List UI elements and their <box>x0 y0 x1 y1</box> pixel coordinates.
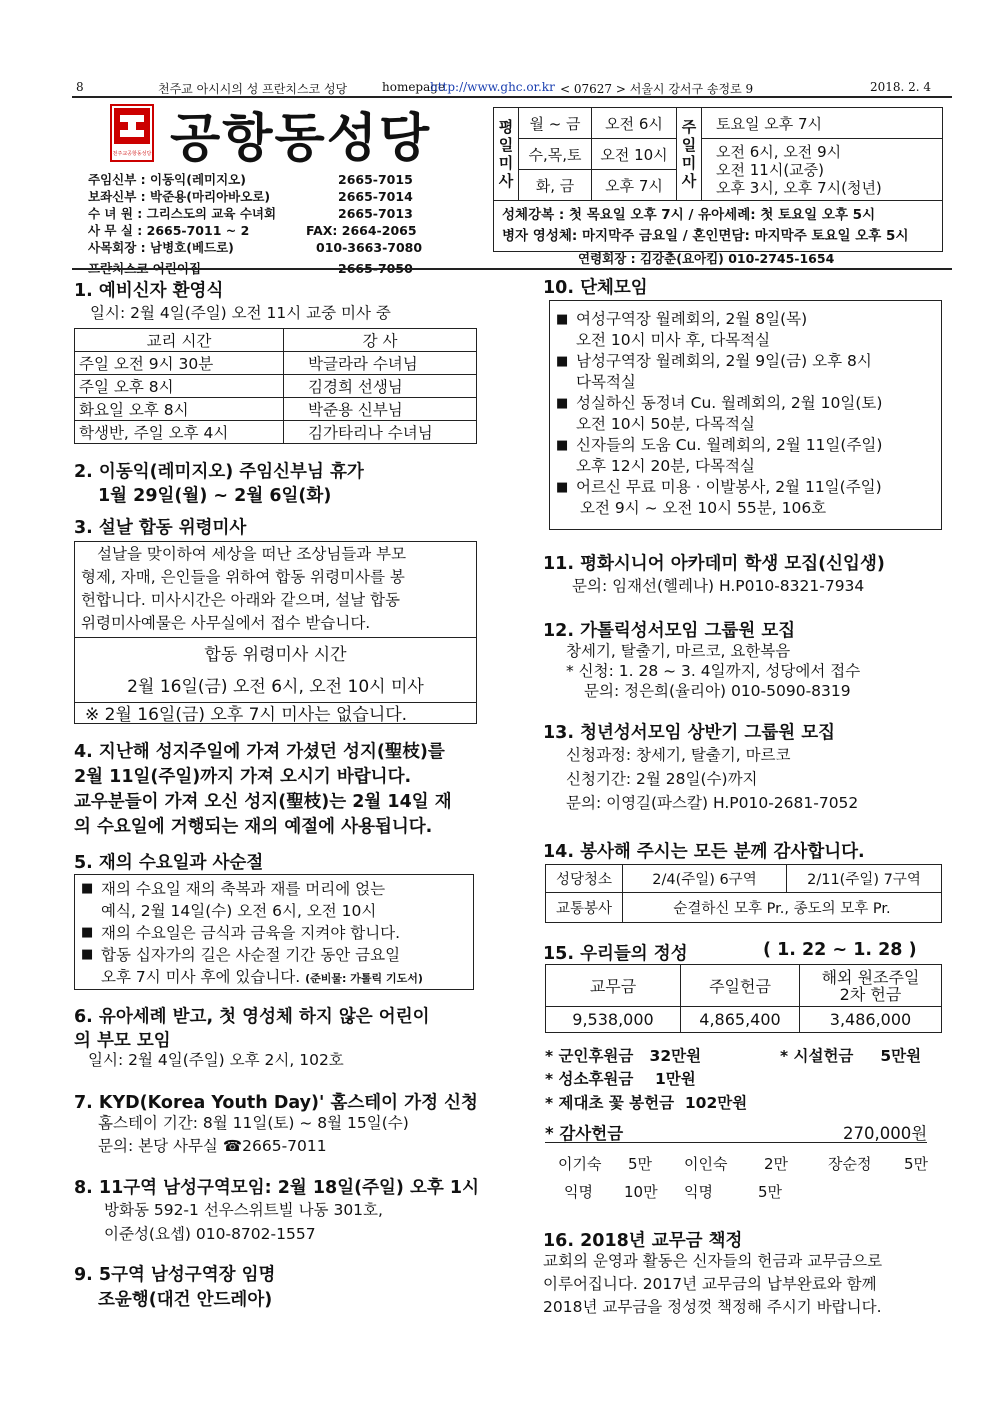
text-line: 교회의 운영과 활동은 신자들의 헌금과 교무금으로 <box>543 1252 883 1270</box>
list-item: ■ 재의 수요일은 금식과 금육을 지켜야 합니다. <box>81 922 467 944</box>
lent-box <box>74 874 474 990</box>
section-9-name: 조윤행(대건 안드레아) <box>98 1290 273 1310</box>
text-line: 2018년 교무금을 정성껏 책정해 주시기 바랍니다. <box>543 1298 882 1316</box>
thanks-offering-total: 270,000원 <box>843 1124 928 1143</box>
section-6-date: 일시: 2월 4일(주일) 오후 2시, 102호 <box>88 1051 344 1069</box>
offering-extra: * 군인후원금 32만원 <box>545 1047 702 1065</box>
memorial-mass-text <box>75 542 476 635</box>
page-number: 8 <box>76 80 84 94</box>
staff-value: 2665-7015 <box>338 172 413 187</box>
bible-books: 창세기, 탈출기, 마르코, 요한복음 <box>566 642 791 660</box>
list-item: ■ 재의 수요일 재의 축복과 재를 머리에 얹는 예식, 2월 14일(수) 오전 6시, 오전 10시 <box>81 878 467 922</box>
offering-value: 3,486,000 <box>800 1007 942 1033</box>
section-2-title: 2. 이동익(레미지오) 주임신부님 휴가 <box>74 462 364 482</box>
weekday-mass-label: 평일미사 <box>494 108 519 201</box>
catechism-time: 화요일 오후 8시 <box>75 398 284 421</box>
logo-seal-text: 천주교공항동성당 <box>112 151 152 157</box>
meeting-contact: 이준성(요셉) 010-8702-1557 <box>104 1225 316 1243</box>
text-line: 의 부모 모임 <box>74 1031 171 1051</box>
mass-time: 오전 10시 <box>592 139 677 170</box>
text-line: 이루어집니다. 2017년 교무금의 납부완료와 함께 <box>543 1275 877 1293</box>
section-1-date: 일시: 2월 4일(주일) 오전 11시 교중 미사 중 <box>90 304 391 322</box>
text-line: 헌합니다. 미사시간은 아래와 같으며, 설날 합동 <box>81 591 400 609</box>
donor-list <box>558 1150 928 1206</box>
meeting-address: 방화동 592-1 선우스위트빌 나동 301호, <box>104 1201 383 1219</box>
mass-day: 월 ~ 금 <box>519 108 592 139</box>
staff-value: 2665-7013 <box>338 206 413 221</box>
donor-amount: 5만 <box>628 1155 653 1173</box>
section-5-title: 5. 재의 수요일과 사순절 <box>74 853 264 873</box>
text-line: 2월 11일(주일)까지 가져 오시기 바랍니다. <box>74 767 412 787</box>
list-item: ■ 남성구역장 월례회의, 2월 9일(금) 오후 8시 다목적실 <box>556 351 935 393</box>
staff-role: 프란치스코 어린이집 <box>88 261 202 276</box>
catechism-teacher: 김경희 선생님 <box>284 375 477 398</box>
text-line: 6. 유아세례 받고, 첫 영성체 하지 않은 어린이 <box>74 1007 430 1027</box>
sunday-mass-time: 오전 11시(교중) <box>716 160 825 179</box>
mass-notes <box>494 201 943 252</box>
list-item: ■ 여성구역장 월례회의, 2월 8일(목) 오전 10시 미사 후, 다목적실 <box>556 309 935 351</box>
text-line: 위령미사예물은 사무실에서 접수 받습니다. <box>81 614 371 632</box>
section-4-text <box>74 740 452 840</box>
catechism-header: 교리 시간 <box>75 329 284 352</box>
list-item: ■ 신자들의 도움 Cu. 월례회의, 2월 11일(주일) 오후 12시 20분, 다목적실 <box>556 435 935 477</box>
section-6-title <box>74 1005 430 1053</box>
sunday-mass-times <box>702 139 943 201</box>
section-7-title: 7. KYD(Korea Youth Day)' 홈스테이 가정 신청 <box>74 1093 478 1113</box>
staff-role: 수 녀 원 : 그리스도의 교육 수녀회 <box>88 206 277 221</box>
donor-name: 장순정 <box>828 1155 872 1173</box>
staff-value: 2665-7014 <box>338 189 413 204</box>
staff-role: 사목회장 : 남병호(베드로) <box>88 240 234 255</box>
thanks-underline <box>545 1142 927 1143</box>
volunteer-category: 성당청소 <box>546 865 623 893</box>
mass-time: 오후 7시 <box>592 170 677 201</box>
mass-time: 오전 6시 <box>592 108 677 139</box>
mass-schedule-table <box>493 107 943 252</box>
section-8-title: 8. 11구역 남성구역모임: 2월 18일(주일) 오후 1시 <box>74 1178 480 1198</box>
homepage-label: homepage <box>382 80 446 94</box>
section-15-title: 15. 우리들의 정성 <box>543 944 688 964</box>
offering-header: 교무금 <box>546 965 681 1007</box>
donor-amount: 5만 <box>758 1183 783 1201</box>
youth-contact: 문의: 이영길(파스칼) H.P010-2681-7052 <box>566 794 859 812</box>
sunday-mass-time: 오전 6시, 오전 9시 <box>716 142 842 161</box>
donor-name: 익명 <box>684 1183 713 1201</box>
offering-extra: * 제대초 꽃 봉헌금 102만원 <box>545 1094 748 1112</box>
church-title: 공항동성당 <box>170 109 432 169</box>
youth-period: 신청기간: 2월 28일(수)까지 <box>566 770 758 788</box>
donor-amount: 5만 <box>904 1155 929 1173</box>
section-10-title: 10. 단체모임 <box>543 278 648 298</box>
mass-day: 수,목,토 <box>519 139 592 170</box>
sunday-mass-time: 토요일 오후 7시 <box>702 108 943 139</box>
offering-header: 주일헌금 <box>681 965 800 1007</box>
staff-value: 010-3663-7080 <box>316 240 423 255</box>
offering-table <box>545 964 942 1033</box>
text-line: 의 수요일에 거행되는 재의 예절에 사용됩니다. <box>74 817 433 837</box>
volunteer-table <box>545 864 942 923</box>
volunteer-assignment: 순결하신 모후 Pr., 종도의 모후 Pr. <box>623 893 942 923</box>
catechism-time: 주일 오전 9시 30분 <box>75 352 284 375</box>
offering-value: 4,865,400 <box>681 1007 800 1033</box>
staff-value: 2665-7050 <box>338 261 413 276</box>
staff-role: 보좌신부 : 박준용(마리아바오로) <box>88 189 271 204</box>
homepage-link[interactable]: http://www.ghc.or.kr <box>430 80 555 94</box>
catechism-header: 강 사 <box>284 329 477 352</box>
memorial-mass-note: ※ 2월 16일(금) 오후 7시 미사는 없습니다. <box>75 702 476 727</box>
bible-contact: 문의: 정은희(율리아) 010-5090-8319 <box>584 682 851 700</box>
federation-head: 연령회장 : 김강춘(요아킴) 010-2745-1654 <box>578 251 835 266</box>
catechism-time: 학생반, 주일 오후 4시 <box>75 421 284 444</box>
sunday-mass-label: 주일미사 <box>677 108 702 201</box>
address: < 07627 > 서울시 강서구 송정로 9 <box>560 82 754 96</box>
memorial-mass-subtitle: 합동 위령미사 시간 <box>75 637 476 672</box>
section-2-dates: 1월 29일(월) ~ 2월 6일(화) <box>98 486 332 506</box>
mass-note: 병자 영성체: 마지막주 금요일 / 혼인면담: 마지막주 토요일 오후 5시 <box>502 228 909 244</box>
offering-extra: * 성소후원금 1만원 <box>545 1070 696 1088</box>
section-16-title: 16. 2018년 교무금 책정 <box>543 1231 743 1251</box>
homestay-contact: 문의: 본당 사무실 ☎2665-7011 <box>98 1137 327 1155</box>
header-bottom-rule <box>72 268 952 270</box>
staff-role: 주임신부 : 이동익(레미지오) <box>88 172 246 187</box>
memorial-mass-box <box>74 541 477 724</box>
text-line: 4. 지난해 성지주일에 가져 가셨던 성지(聖枝)를 <box>74 742 445 762</box>
volunteer-assignment: 2/4(주일) 6구역 <box>623 865 787 893</box>
section-3-title: 3. 설날 합동 위령미사 <box>74 518 247 538</box>
offering-header: 해외 원조주일 2차 헌금 <box>800 965 942 1007</box>
sunday-mass-time: 오후 3시, 오후 7시(청년) <box>716 178 882 197</box>
offering-value: 9,538,000 <box>546 1007 681 1033</box>
staff-list <box>88 171 422 277</box>
catechism-teacher: 박준용 신부님 <box>284 398 477 421</box>
section-1-title: 1. 예비신자 환영식 <box>74 281 224 301</box>
catechism-teacher: 박글라라 수녀님 <box>284 352 477 375</box>
donor-name: 이인숙 <box>684 1155 728 1173</box>
issue-date: 2018. 2. 4 <box>870 80 932 94</box>
bible-application: * 신청: 1. 28 ~ 3. 4일까지, 성당에서 접수 <box>566 662 861 680</box>
catechism-teacher: 김가타리나 수녀님 <box>284 421 477 444</box>
donor-name: 익명 <box>564 1183 593 1201</box>
section-12-title: 12. 가톨릭성서모임 그룹원 모집 <box>543 621 796 641</box>
staff-role: 사 무 실 : 2665-7011 ~ 2 <box>88 223 250 238</box>
memorial-mass-time: 2월 16일(금) 오전 6시, 오전 10시 미사 <box>127 677 424 697</box>
youth-course: 신청과정: 창세기, 탈출기, 마르코 <box>566 746 791 764</box>
volunteer-category: 교통봉사 <box>546 893 623 923</box>
section-16-text <box>543 1250 882 1319</box>
prep-note: (준비물: 가톨릭 기도서) <box>305 972 423 985</box>
section-11-title: 11. 평화시니어 아카데미 학생 모집(신입생) <box>543 554 885 574</box>
text-line: 형제, 자매, 은인들을 위하여 합동 위령미사를 봉 <box>81 568 405 586</box>
homestay-period: 홈스테이 기간: 8월 11일(토) ~ 8월 15일(수) <box>98 1114 409 1132</box>
offering-period: ( 1. 22 ~ 1. 28 ) <box>763 940 917 960</box>
list-item: ■ 어르신 무료 미용 · 이발봉사, 2월 11일(주일) 오전 9시 ~ 오전 10시 55분, 106호 <box>556 477 935 519</box>
list-item: ■ 합동 십자가의 길은 사순절 기간 동안 금요일 오후 7시 미사 후에 있습니다. (준비물: 가톨릭 기도서) <box>81 944 467 990</box>
volunteer-assignment: 2/11(주일) 7구역 <box>787 865 942 893</box>
section-13-title: 13. 청년성서모임 상반기 그룹원 모집 <box>543 723 836 743</box>
thanks-offering-label: * 감사헌금 <box>545 1124 624 1143</box>
text-line: 설날을 맞이하여 세상을 떠난 조상님들과 부모 <box>97 545 407 563</box>
catechism-time: 주일 오후 8시 <box>75 375 284 398</box>
mass-note: 성체강복 : 첫 목요일 오후 7시 / 유아세례: 첫 토요일 오후 5시 <box>502 207 876 223</box>
group-meetings-box <box>549 300 942 530</box>
staff-value: FAX: 2664-2065 <box>306 223 417 238</box>
offering-extra: * 시설헌금 5만원 <box>780 1047 922 1065</box>
donor-amount: 10만 <box>624 1183 658 1201</box>
academy-contact: 문의: 임재선(헬레나) H.P010-8321-7934 <box>572 577 865 595</box>
donor-amount: 2만 <box>764 1155 789 1173</box>
text-line: 교우분들이 가져 오신 성지(聖枝)는 2월 14일 재 <box>74 792 452 812</box>
mass-day: 화, 금 <box>519 170 592 201</box>
section-14-title: 14. 봉사해 주시는 모든 분께 감사합니다. <box>543 842 865 862</box>
donor-name: 이기숙 <box>558 1155 602 1173</box>
church-name-line: 천주교 아시시의 성 프란치스코 성당 <box>158 82 348 96</box>
list-item: ■ 성실하신 동정녀 Cu. 월례회의, 2월 10일(토) 오전 10시 50분, 다목적실 <box>556 393 935 435</box>
catechism-table <box>74 328 477 444</box>
section-9-title: 9. 5구역 남성구역장 임명 <box>74 1265 276 1285</box>
